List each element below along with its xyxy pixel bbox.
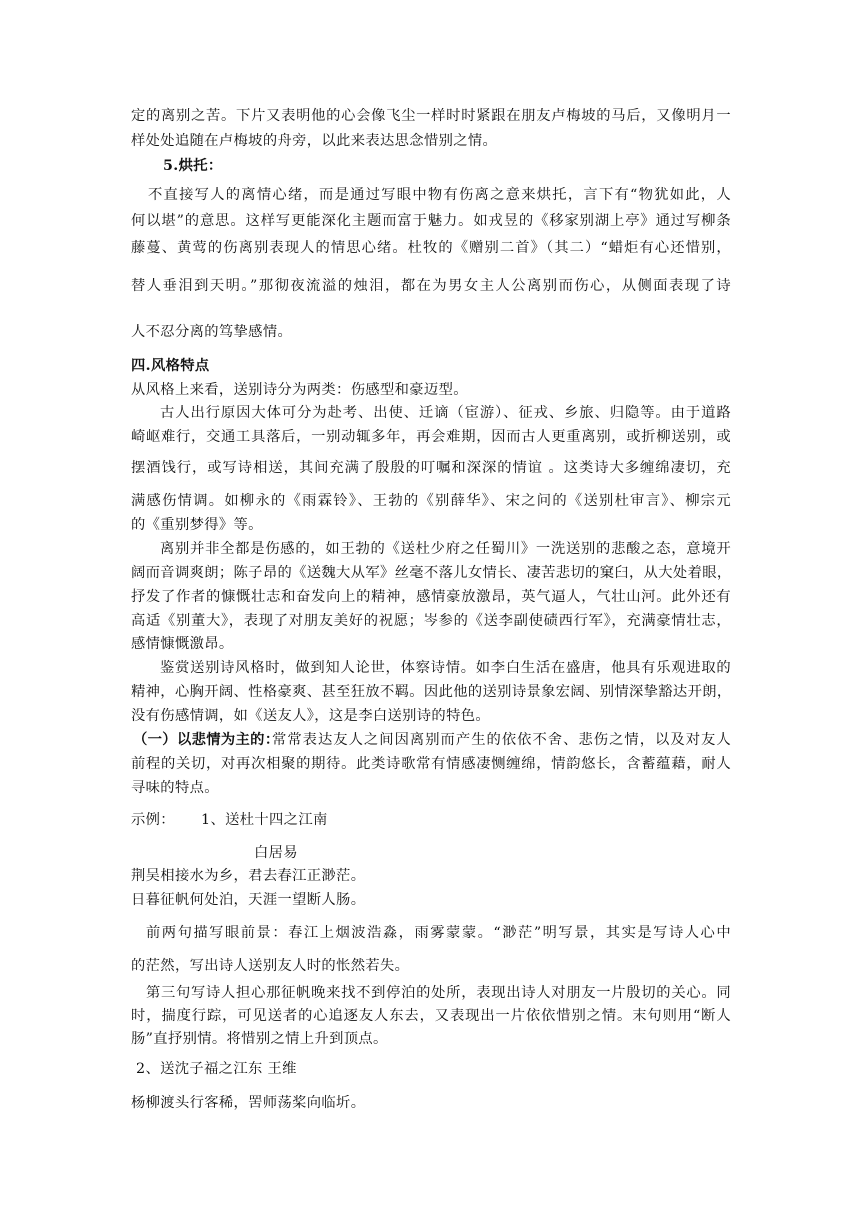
text-line: 崎岖难行，交通工具落后，一别动辄多年，再会难期，因而古人更重离别，或折柳送别，或 — [131, 429, 731, 445]
section-heading: 5.烘托： — [163, 158, 223, 174]
text-line: 何以堪”的意思。这样写更能深化主题而富于魅力。如戎昱的《移家别湖上亭》通过写柳条 — [131, 213, 731, 229]
text-line: 前两句描写眼前景：春江上烟波浩淼，雨雾蒙蒙。“渺茫”明写景，其实是写诗人心中 — [146, 925, 731, 941]
text-line: 的《重别梦得》等。 — [131, 517, 263, 533]
text-line: 鉴赏送别诗风格时，做到知人论世，体察诗情。如李白生活在盛唐，他具有乐观进取的 — [160, 660, 731, 676]
text-line: 肠”直抒别情。将惜别之情上升到顶点。 — [131, 1031, 388, 1047]
poem-author: 白居易 — [254, 845, 298, 861]
text-line: 不直接写人的离情心绪，而是通过写眼中物有伤离之意来烘托，言下有“物犹如此，人 — [148, 187, 731, 203]
text-line: 前程的关切，对再次相聚的期待。此类诗歌常有情感凄恻缠绵，情韵悠长，含蓄蕴藉，耐人 — [131, 756, 731, 772]
poem-title: 2、送沈子福之江东 王维 — [136, 1061, 297, 1077]
text-line: 定的离别之苦。下片又表明他的心会像飞尘一样时时紧跟在朋友卢梅坡的马后，又像明月一 — [131, 108, 731, 124]
section-heading: 四.风格特点 — [131, 358, 210, 374]
text-line: 离别并非全都是伤感的，如王勃的《送杜少府之任蜀川》一洗送别的悲酸之态，意境开 — [160, 541, 731, 557]
text-line: 抒发了作者的慷慨壮志和奋发向上的精神，感情豪放激昂，英气逼人，气壮山河。此外还有 — [131, 589, 731, 605]
text-line: 没有伤感情调，如《送友人》，这是李白送别诗的特色。 — [131, 708, 491, 724]
text-line: 常常表达友人之间因离别而产生的依依不舍、悲伤之情，以及对友人 — [272, 732, 731, 748]
text-line: 满感伤情调。如柳永的《雨霖铃》、王勃的《别薛华》、宋之问的《送别杜审言》、柳宗元 — [131, 493, 731, 509]
example-label: 示例： — [131, 812, 175, 828]
text-line: 高适《别董大》，表现了对朋友美好的祝愿；岑参的《送李副使碛西行军》，充满豪情壮志， — [131, 613, 731, 629]
poem-line: 荆吴相接水为乡，君去春江正渺茫。 — [131, 868, 366, 884]
text-line: 感情慷慨激昂。 — [131, 636, 234, 652]
subsection-heading: （一）以悲情为主的： — [133, 732, 280, 748]
text-line: 精神，心胸开阔、性格豪爽、甚至狂放不羁。因此他的送别诗景象宏阔、别情深挚豁达开朗， — [131, 684, 732, 700]
text-line: 替人垂泪到天明。”那彻夜流溢的烛泪，都在为男女主人公离别而伤心，从侧面表现了诗 — [131, 278, 731, 294]
text-line: 从风格上来看，送别诗分为两类：伤感型和豪迈型。 — [131, 382, 468, 398]
poem-line: 日暮征帆何处泊，天涯一望断人肠。 — [131, 892, 366, 908]
poem-line: 杨柳渡头行客稀，罟师荡桨向临圻。 — [131, 1095, 366, 1111]
text-line: 藤蔓、黄莺的伤离别表现人的情思心绪。杜牧的《赠别二首》（其二）“蜡炬有心还惜别， — [131, 240, 731, 256]
text-line: 摆酒饯行，或写诗相送，其间充满了殷殷的叮嘱和深深的情谊 。这类诗大多缠绵凄切，充 — [131, 460, 731, 476]
text-line: 古人出行原因大体可分为赴考、出使、迁谪（宦游）、征戎、乡旅、归隐等。由于道路 — [160, 405, 731, 421]
poem-title: 1、送杜十四之江南 — [201, 812, 328, 828]
text-line: 人不忍分离的笃挚感情。 — [131, 324, 293, 340]
text-line: 阔而音调爽朗；陈子昂的《送魏大从军》丝毫不落儿女情长、凄苦悲切的窠臼，从大处着眼， — [131, 565, 732, 581]
text-line: 的茫然，写出诗人送别友人时的怅然若失。 — [131, 958, 410, 974]
text-line: 时，揣度行踪，可见送者的心追逐友人东去，又表现出一片依依惜别之情。末句则用“断人 — [131, 1008, 731, 1024]
text-line: 寻味的特点。 — [131, 780, 219, 796]
text-line: 第三句写诗人担心那征帆晚来找不到停泊的处所，表现出诗人对朋友一片殷切的关心。同 — [146, 985, 731, 1001]
text-line: 样处处追随在卢梅坡的舟旁，以此来表达思念惜别之情。 — [131, 133, 498, 149]
